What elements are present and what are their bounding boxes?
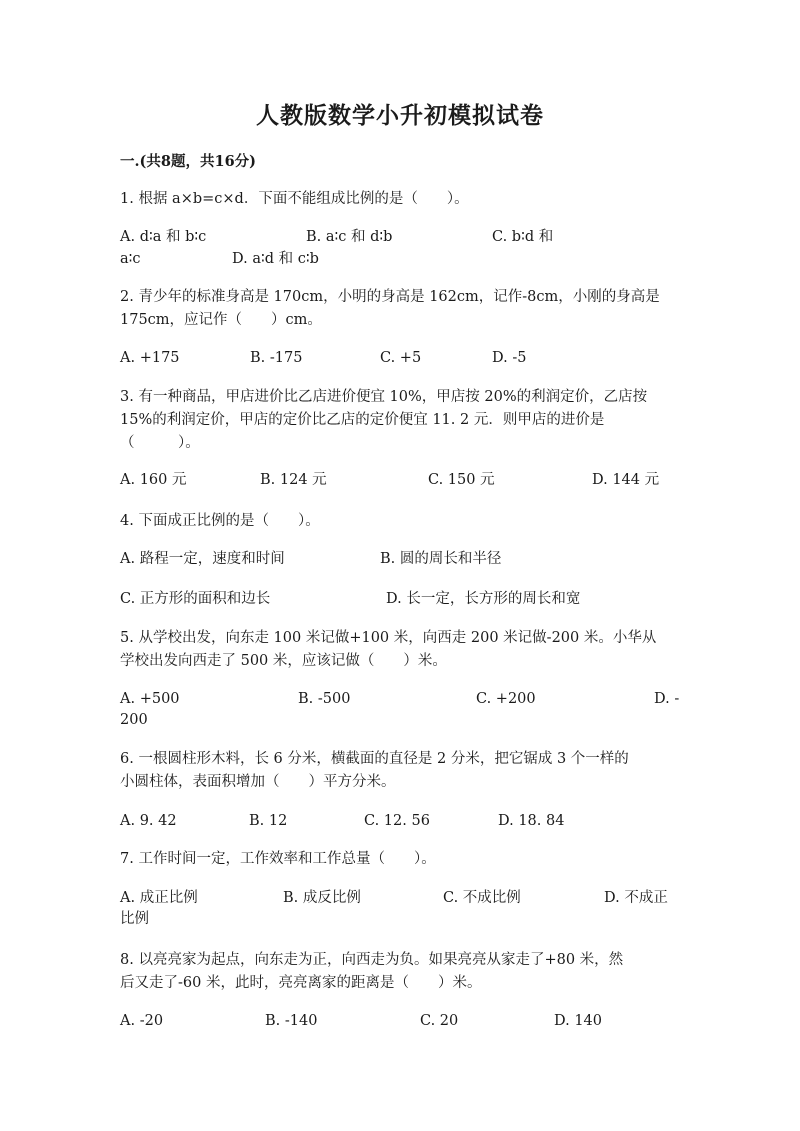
question-6-option-c: C. 12. 56 — [364, 813, 430, 829]
question-7-option-b: B. 成反比例 — [283, 890, 361, 906]
question-6-option-b: B. 12 — [249, 813, 288, 829]
question-2-stem-line-2: 175cm，应记作（ ）cm。 — [120, 312, 322, 328]
question-7-option-a: A. 成正比例 — [120, 890, 198, 906]
question-8-option-a: A. -20 — [120, 1013, 164, 1029]
question-6-option-a: A. 9. 42 — [120, 813, 177, 829]
question-2-option-a: A. +175 — [120, 350, 180, 366]
question-8-stem-line-2: 后又走了-60 米，此时，亮亮离家的距离是（ ）米。 — [120, 975, 482, 991]
question-8-option-c: C. 20 — [420, 1013, 459, 1029]
question-8-stem-line-1: 8. 以亮亮家为起点，向东走为正，向西走为负。如果亮亮从家走了+80 米，然 — [120, 952, 624, 968]
question-6-stem-line-2: 小圆柱体，表面积增加（ ）平方分米。 — [120, 774, 396, 790]
question-3-option-c: C. 150 元 — [428, 472, 495, 488]
question-1-option-c-wrap: a∶c — [120, 251, 141, 267]
question-5-stem-line-1: 5. 从学校出发，向东走 100 米记做+100 米，向西走 200 米记做-200 米。小华从 — [120, 630, 657, 646]
question-3-stem-line-3: （ ）。 — [120, 435, 200, 451]
question-3-option-d: D. 144 元 — [592, 472, 660, 488]
question-5-option-d: D. - — [654, 691, 680, 707]
question-6-stem-line-1: 6. 一根圆柱形木料，长 6 分米，横截面的直径是 2 分米，把它锯成 3 个一样的 — [120, 751, 629, 767]
question-6-option-d: D. 18. 84 — [498, 813, 565, 829]
question-4-option-d: D. 长一定，长方形的周长和宽 — [386, 591, 581, 607]
question-3-option-b: B. 124 元 — [260, 472, 327, 488]
question-3-stem-line-1: 3. 有一种商品，甲店进价比乙店进价便宜 10%，甲店按 20%的利润定价，乙店按 — [120, 389, 648, 405]
question-1-option-d: D. a∶d 和 c∶b — [232, 251, 319, 267]
question-7-option-d: D. 不成正 — [604, 890, 668, 906]
question-2-stem-line-1: 2. 青少年的标准身高是 170cm，小明的身高是 162cm，记作-8cm，小刚的身高是 — [120, 289, 660, 305]
question-7-option-d-wrap: 比例 — [120, 911, 149, 927]
question-4-stem: 4. 下面成正比例的是（ ）。 — [120, 513, 320, 529]
page-title: 人教版数学小升初模拟试卷 — [256, 102, 544, 129]
question-1-option-c: C. b∶d 和 — [492, 229, 554, 245]
question-7-option-c: C. 不成比例 — [443, 890, 521, 906]
question-5-stem-line-2: 学校出发向西走了 500 米，应该记做（ ）米。 — [120, 653, 447, 669]
question-1-option-a: A. d∶a 和 b∶c — [120, 229, 207, 245]
question-1-stem: 1. 根据 a×b=c×d．下面不能组成比例的是（ ）。 — [120, 191, 469, 207]
question-7-stem: 7. 工作时间一定，工作效率和工作总量（ ）。 — [120, 851, 436, 867]
question-4-option-a: A. 路程一定，速度和时间 — [120, 551, 285, 567]
question-2-option-b: B. -175 — [250, 350, 303, 366]
question-2-option-d: D. -5 — [492, 350, 527, 366]
question-1-option-b: B. a∶c 和 d∶b — [306, 229, 393, 245]
question-5-option-c: C. +200 — [476, 691, 536, 707]
question-3-option-a: A. 160 元 — [120, 472, 187, 488]
question-4-option-c: C. 正方形的面积和边长 — [120, 591, 271, 607]
question-4-option-b: B. 圆的周长和半径 — [380, 551, 502, 567]
question-2-option-c: C. +5 — [380, 350, 422, 366]
question-3-stem-line-2: 15%的利润定价，甲店的定价比乙店的定价便宜 11. 2 元．则甲店的进价是 — [120, 412, 605, 428]
question-5-option-b: B. -500 — [298, 691, 351, 707]
question-5-option-d-wrap: 200 — [120, 712, 148, 728]
question-5-option-a: A. +500 — [120, 691, 180, 707]
section-heading: 一.(共8题，共16分) — [120, 153, 257, 170]
question-8-option-b: B. -140 — [265, 1013, 318, 1029]
question-8-option-d: D. 140 — [554, 1013, 603, 1029]
